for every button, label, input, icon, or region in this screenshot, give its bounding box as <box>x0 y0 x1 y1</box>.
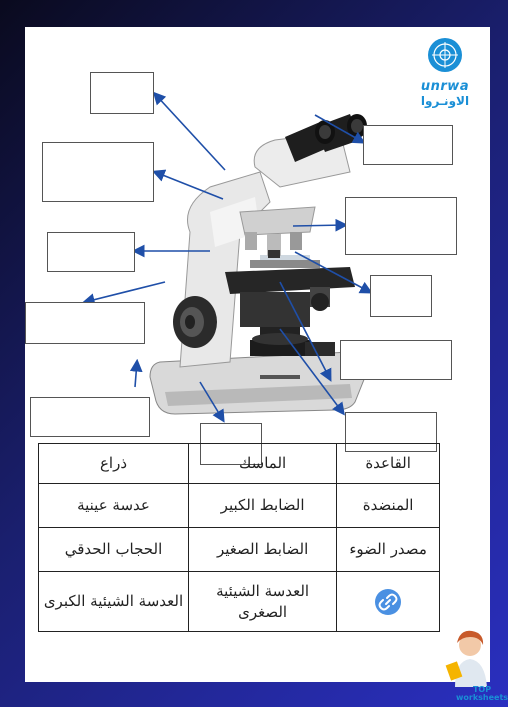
brand-text <box>456 686 508 702</box>
teacher-mascot-icon <box>440 627 500 687</box>
word-cell[interactable]: الماسك <box>188 444 336 484</box>
logo-text-arabic: الاونـروا <box>420 94 470 108</box>
word-cell[interactable]: مصدر الضوء <box>337 528 440 572</box>
label-box-4[interactable] <box>25 302 145 344</box>
table-row <box>39 528 440 572</box>
label-box-2[interactable] <box>42 142 154 202</box>
link-cell[interactable] <box>337 572 440 632</box>
topworksheets-brand <box>440 627 508 707</box>
table-row <box>39 572 440 632</box>
table-row <box>39 484 440 528</box>
logo-text-latin: unrwa <box>420 79 470 94</box>
label-box-1[interactable] <box>90 72 154 114</box>
label-box-9[interactable] <box>370 275 432 317</box>
word-cell[interactable]: الضابط الصغير <box>188 528 336 572</box>
word-cell[interactable]: عدسة عينية <box>39 484 189 528</box>
word-bank-table <box>38 443 440 632</box>
brand-worksheets: worksheets <box>456 693 508 702</box>
label-box-7[interactable] <box>363 125 453 165</box>
word-cell[interactable]: العدسة الشيئية الصغرى <box>188 572 336 632</box>
brand-top: TOP <box>472 685 492 694</box>
word-cell[interactable]: العدسة الشيئية الكبرى <box>39 572 189 632</box>
label-box-10[interactable] <box>340 340 452 380</box>
table-row <box>39 444 440 484</box>
chain-link-icon <box>375 589 401 615</box>
link-icon[interactable] <box>375 589 401 615</box>
label-box-3[interactable] <box>47 232 135 272</box>
word-cell[interactable]: الحجاب الحدقي <box>39 528 189 572</box>
label-box-5[interactable] <box>30 397 150 437</box>
word-cell[interactable]: القاعدة <box>337 444 440 484</box>
word-cell[interactable]: ذراع <box>39 444 189 484</box>
word-cell[interactable]: الضابط الكبير <box>188 484 336 528</box>
label-box-8[interactable] <box>345 197 457 255</box>
word-cell[interactable]: المنضدة <box>337 484 440 528</box>
